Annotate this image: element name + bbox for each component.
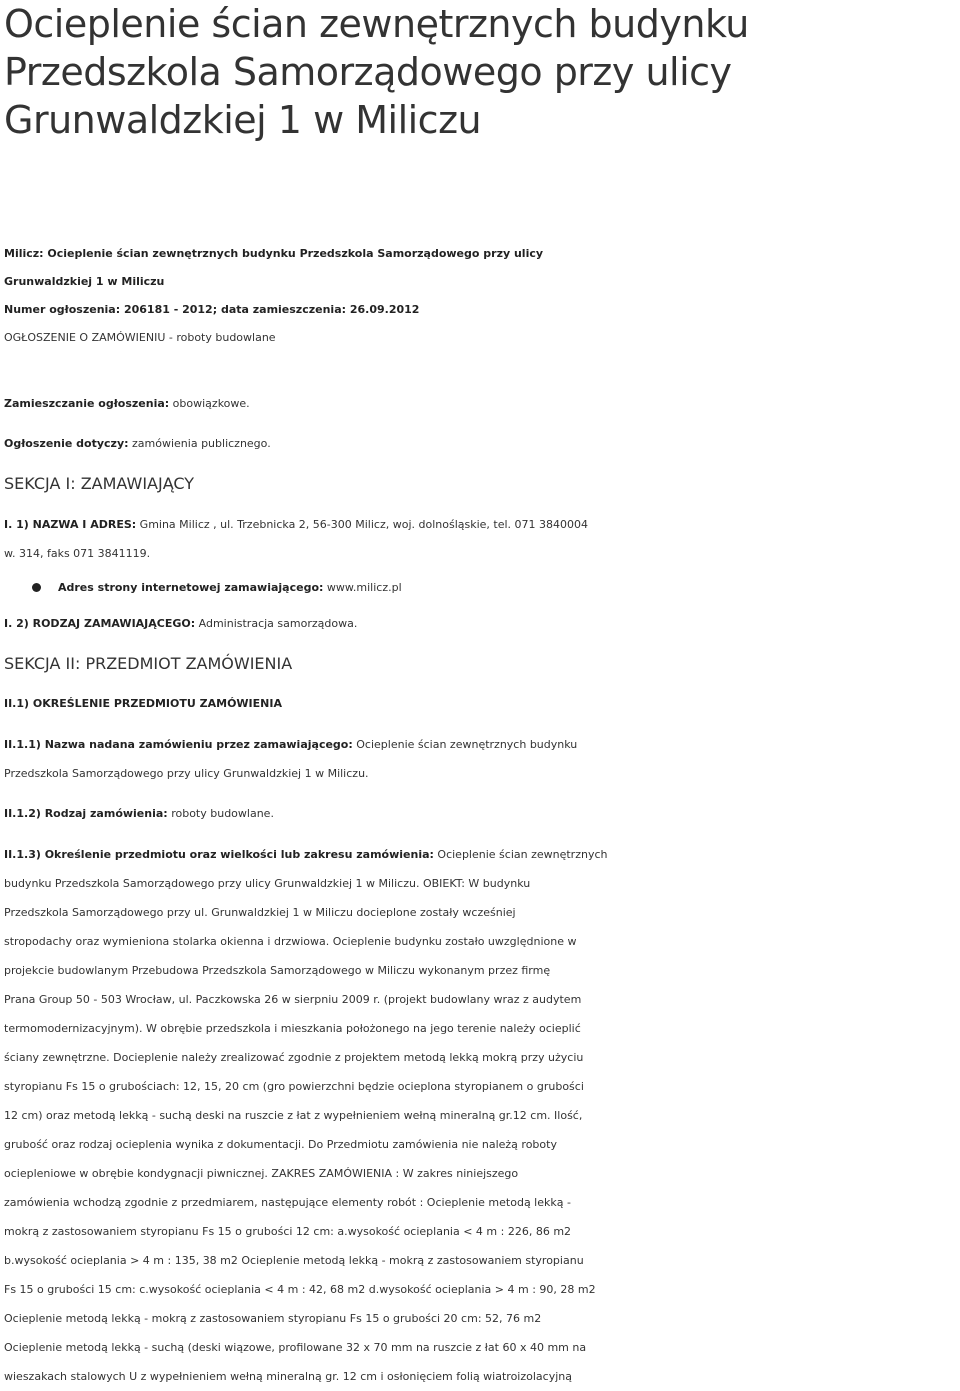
order-description-label: II.1.3) Określenie przedmiotu oraz wielkości lub zakresu zamówienia: [4,848,434,861]
page-title [4,0,956,144]
page-title-line: Przedszkola Samorządowego przy ulicy [4,50,732,94]
order-kind-value: roboty budowlane. [167,807,274,820]
authority-type-field [4,610,956,638]
paragraph-row: Ocieplenie metodą lekką - mokrą z zastosowaniem styropianu Fs 15 o grubości 20 cm: 52, 76 m2 [4,1312,542,1325]
contracting-authority-name [4,510,956,568]
bullet-icon [32,583,41,592]
paragraph-row [4,730,956,759]
paragraph-row: budynku Przedszkola Samorządowego przy ulicy Grunwaldzkiej 1 w Miliczu. OBIEKT: W budynku [4,877,531,890]
order-description-value: Ocieplenie ścian zewnętrznych [433,848,608,861]
order-kind-field [4,800,956,828]
paragraph-row: termomodernizacyjnym). W obrębie przedszkola i mieszkania położonego na jego terenie należy ocieplić [4,1022,581,1035]
paragraph-row: Ocieplenie metodą lekką - suchą (deski wiązowe, profilowane 32 x 70 mm na ruszcie z łat 60 x 40 mm na [4,1341,587,1354]
page-title-line: Grunwaldzkiej 1 w Miliczu [4,98,482,142]
paragraph-row: 12 cm) oraz metodą lekką - suchą deski na ruszcie z łat z wypełnieniem wełną mineralną gr.12 cm. Ilość, [4,1109,583,1122]
placement-label: Zamieszczanie ogłoszenia: [4,397,170,410]
placement-field [4,390,956,418]
paragraph-row [4,510,956,539]
concerns-label: Ogłoszenie dotyczy: [4,437,129,450]
notice-type: OGŁOSZENIE O ZAMÓWIENIU - roboty budowlane [4,331,276,344]
paragraph-row: ściany zewnętrzne. Docieplenie należy zrealizować zgodnie z projektem metodą lekką mokrą przy użyciu [4,1051,584,1064]
section-heading-2: SEKCJA II: PRZEDMIOT ZAMÓWIENIA [4,654,293,673]
order-name-label: II.1.1) Nazwa nadana zamówieniu przez zamawiającego: [4,738,353,751]
paragraph-row: Przedszkola Samorządowego przy ul. Grunwaldzkiej 1 w Miliczu docieplone zostały wcześniej [4,906,516,919]
name-address-value: Gmina Milicz , ul. Trzebnicka 2, 56-300 Milicz, woj. dolnośląskie, tel. 071 3840004 [136,518,589,531]
bullet-list [4,574,956,602]
paragraph-row: wieszakach stalowych U z wypełnieniem wełną mineralną gr. 12 cm i osłonięciem folią wiatroizolacyjną [4,1370,572,1383]
website-value[interactable]: www.milicz.pl [323,581,402,594]
paragraph-row: Prana Group 50 - 503 Wrocław, ul. Paczkowska 26 w sierpniu 2009 r. (projekt budowlany wraz z audytem [4,993,582,1006]
paragraph-row: zamówienia wchodzą zgodnie z przedmiarem, następujące elementy robót : Ocieplenie metodą lekką - [4,1196,571,1209]
order-name-value: Ocieplenie ścian zewnętrznych budynku [352,738,578,751]
concerns-value: zamówienia publicznego. [128,437,271,450]
subsection-heading: II.1) OKREŚLENIE PRZEDMIOTU ZAMÓWIENIA [4,697,282,710]
paragraph-row: styropianu Fs 15 o grubościach: 12, 15, 20 cm (gro powierzchni będzie ocieplona styropianem o grubości [4,1080,584,1093]
order-name-field [4,730,956,788]
paragraph-row: w. 314, faks 071 3841119. [4,547,151,560]
order-description [4,840,956,1391]
notice-number-date: Numer ogłoszenia: 206181 - 2012; data zamieszczenia: 26.09.2012 [4,303,420,316]
notice-header [4,240,956,352]
paragraph-row: grubość oraz rodzaj ocieplenia wynika z dokumentacji. Do Przedmiotu zamówienia nie należą roboty [4,1138,557,1151]
order-kind-label: II.1.2) Rodzaj zamówienia: [4,807,168,820]
paragraph-row: projekcie budowlanym Przebudowa Przedszkola Samorządowego w Miliczu wykonanym przez firmę [4,964,551,977]
name-address-label: I. 1) NAZWA I ADRES: [4,518,137,531]
page-title-line: Ocieplenie ścian zewnętrznych budynku [4,2,749,46]
list-item [32,574,956,602]
placement-value: obowiązkowe. [169,397,250,410]
authority-type-value: Administracja samorządowa. [195,617,358,630]
concerns-field [4,430,956,458]
notice-heading-line: Milicz: Ocieplenie ścian zewnętrznych budynku Przedszkola Samorządowego przy ulicy [4,247,544,260]
paragraph-row: Fs 15 o grubości 15 cm: c.wysokość ocieplania < 4 m : 42, 68 m2 d.wysokość ocieplania > 4 m : 90, 28 m2 [4,1283,596,1296]
website-label: Adres strony internetowej zamawiającego: [58,581,324,594]
paragraph-row: mokrą z zastosowaniem styropianu Fs 15 o grubości 12 cm: a.wysokość ocieplania < 4 m : 226, 86 m2 [4,1225,572,1238]
paragraph-row: ociepleniowe w obrębie kondygnacji piwnicznej. ZAKRES ZAMÓWIENIA : W zakres niniejszego [4,1167,519,1180]
notice-heading-line: Grunwaldzkiej 1 w Miliczu [4,275,165,288]
paragraph-row: stropodachy oraz wymieniona stolarka okienna i drzwiowa. Ocieplenie budynku zostało uwzględnione w [4,935,577,948]
paragraph-row: b.wysokość ocieplania > 4 m : 135, 38 m2 Ocieplenie metodą lekką - mokrą z zastosowaniem styropianu [4,1254,584,1267]
authority-type-label: I. 2) RODZAJ ZAMAWIAJĄCEGO: [4,617,196,630]
paragraph-row: Przedszkola Samorządowego przy ulicy Grunwaldzkiej 1 w Miliczu. [4,767,369,780]
paragraph-row [4,840,956,869]
section-heading-1: SEKCJA I: ZAMAWIAJĄCY [4,474,195,493]
